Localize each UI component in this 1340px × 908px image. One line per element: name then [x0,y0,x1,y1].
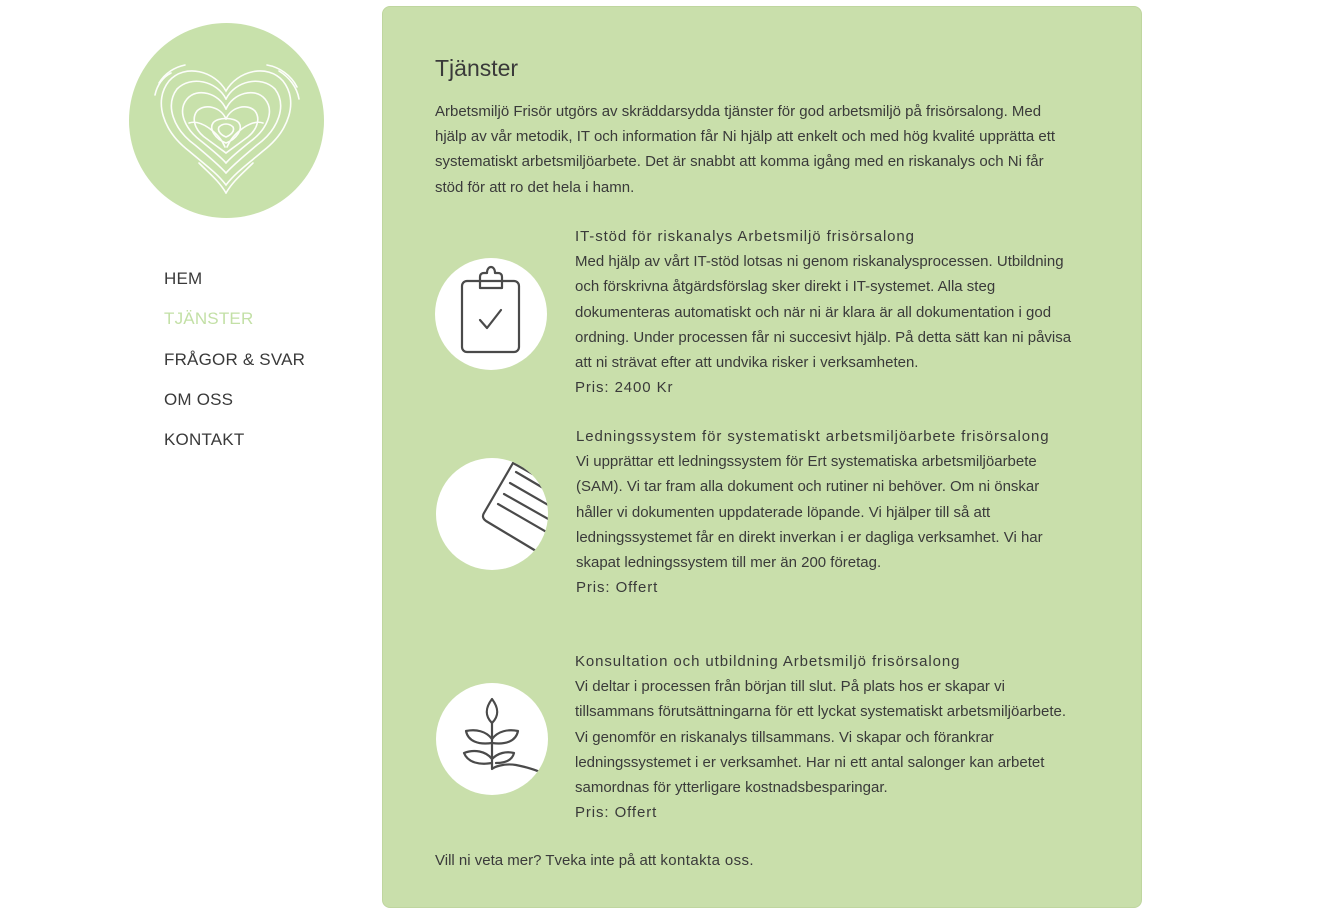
service-price: Pris: Offert [576,579,659,597]
service-price: Pris: Offert [575,804,658,822]
content-panel [382,6,1142,908]
logo[interactable] [129,23,324,218]
service-text [575,649,1075,825]
nav-item-fragor-svar[interactable]: FRÅGOR & SVAR [164,349,306,369]
service-icon-circle [435,258,547,370]
nav-item-kontakt[interactable]: KONTAKT [164,430,245,450]
nav-item-tjanster[interactable]: TJÄNSTER [164,309,254,329]
service-description: Vi upprättar ett ledningssystem för Ert systematiska arbetsmiljöarbete (SAM). Vi tar fram alla dokument och rutiner ni behöver. Om ni önskar håller vi dokumenten uppdaterade löpande. Vi hjälper till så att ledningssystemet får en direkt inverkan i er dagliga verksamhet. Vi har skapat ledningssystem till mer än 200 företag. [576,453,1043,572]
service-text [575,224,1075,400]
page-title: Tjänster [435,55,519,81]
service-description: Vi deltar i processen från början till slut. På plats hos er skapar vi tillsammans förutsättningarna för ett lyckat systematiskt arbetsmiljöarbete. Vi genomför en riskanalys tillsammans. Vi skapar och förankrar ledningssystemet i er verksamhet. Har ni ett antal salonger kan arbetet samordnas för ytterligare kostnadsbesparingar. [575,678,1067,797]
service-title: Konsultation och utbildning Arbetsmiljö frisörsalong [575,653,961,670]
document-icon [436,458,548,570]
service-text [576,424,1076,600]
service-description: Med hjälp av vårt IT-stöd lotsas ni genom riskanalysprocessen. Utbildning och förskrivna åtgärdsförslag sker direkt i IT-systemet. Alla steg dokumenteras automatiskt och när ni är klara är all dokumentation i god ordning. Under processen får ni succesivt hjälp. På detta sätt kan ni påvisa att ni strävat efter att undvika risker i verksamheten. [575,253,1072,372]
service-price: Pris: 2400 Kr [575,379,674,397]
service-title: IT-stöd för riskanalys Arbetsmiljö frisörsalong [575,228,915,245]
intro-text: Arbetsmiljö Frisör utgörs av skräddarsydda tjänster för god arbetsmiljö på frisörsalong. Med hjälp av vår metodik, IT och information får Ni hjälp att enkelt och med hög kvalité upprätta ett systematiskt arbetsmiljöarbete. Det är snabbt att komma igång med en riskanalys och Ni får stöd för att ro det hela i hamn. [435,103,1056,196]
outro-text [435,848,754,873]
plant-icon [436,683,548,795]
clipboard-check-icon [435,258,547,370]
outro-lead: Vill ni veta mer? Tveka inte på att [435,852,661,869]
nav-item-hem[interactable]: HEM [164,269,203,288]
contact-link[interactable]: kontakta oss [660,852,750,869]
outro-end: . [749,852,754,869]
fingerprint-heart-icon [129,23,324,218]
service-icon-circle [436,458,548,570]
service-title: Ledningssystem för systematiskt arbetsmiljöarbete frisörsalong [576,428,1050,445]
nav-item-om-oss[interactable]: OM OSS [164,389,234,409]
service-icon-circle [436,683,548,795]
main-nav [164,262,305,463]
